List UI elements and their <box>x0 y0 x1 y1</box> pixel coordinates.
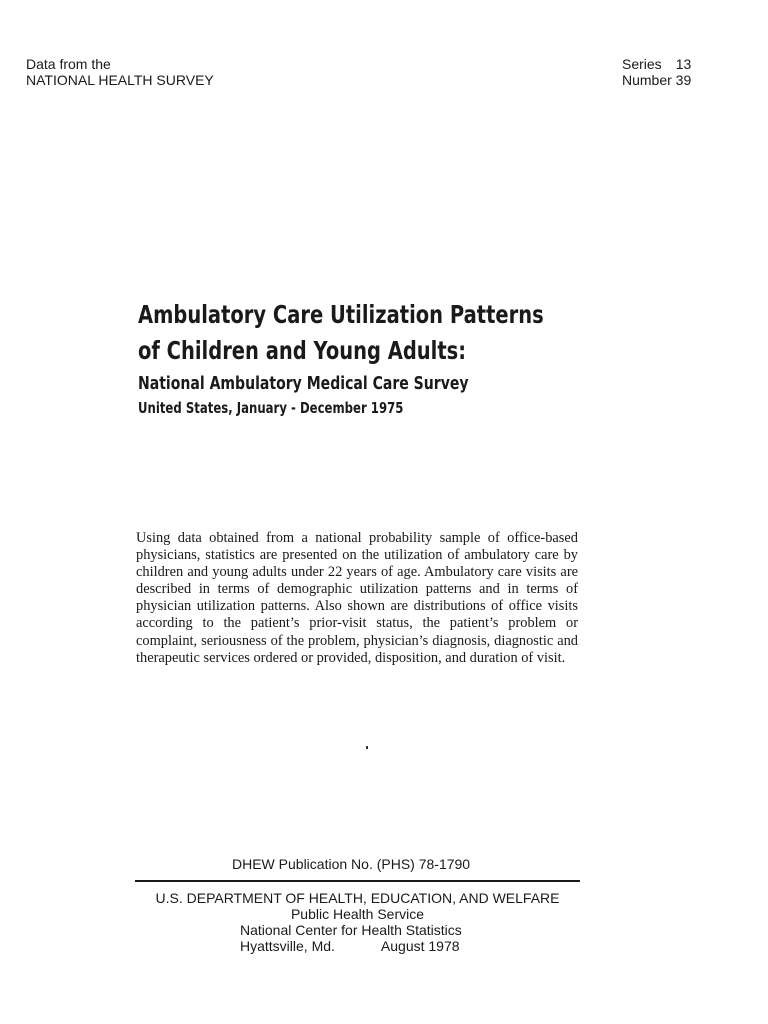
report-title-line1: Ambulatory Care Utilization Patterns <box>138 300 544 329</box>
department-block <box>135 890 580 954</box>
series-row <box>622 56 691 72</box>
divider-rule <box>135 880 580 882</box>
series-info <box>622 56 691 88</box>
report-subtitle: National Ambulatory Medical Care Survey <box>138 373 469 394</box>
publication-number: DHEW Publication No. (PHS) 78-1790 <box>232 856 471 872</box>
print-speck <box>366 746 368 749</box>
report-title-line2: of Children and Young Adults: <box>138 336 467 365</box>
title-block <box>138 297 658 418</box>
location: Hyattsville, Md. <box>240 938 335 954</box>
series-number: 13 <box>675 56 692 72</box>
survey-header <box>26 56 214 88</box>
service-name: Public Health Service <box>290 906 425 922</box>
center-name: National Center for Health Statistics <box>240 922 462 938</box>
location-date-row <box>135 938 580 954</box>
report-coverage: United States, January - December 1975 <box>138 399 404 417</box>
survey-header-line2: NATIONAL HEALTH SURVEY <box>26 72 214 88</box>
series-label: Series <box>622 56 662 72</box>
abstract-paragraph: Using data obtained from a national probability sample of office-based physicians, statistics are presented on the utilization of ambulatory care by children and young adults under 22 years of age. Ambulatory care visits are described in terms of demographic utilization patterns and in terms of physician utilization patterns. Also shown are distributions of office visits according to the patient’s prior-visit status, the patient’s problem or complaint, seriousness of the problem, physician’s diagnosis, diagnostic and therapeutic services ordered or provided, disposition, and duration of visit. <box>136 530 578 666</box>
number-label: Number 39 <box>622 72 692 88</box>
publication-date: August 1978 <box>380 938 460 954</box>
department-name: U.S. DEPARTMENT OF HEALTH, EDUCATION, AND WELFARE <box>155 890 560 906</box>
survey-header-line1: Data from the <box>26 56 111 72</box>
